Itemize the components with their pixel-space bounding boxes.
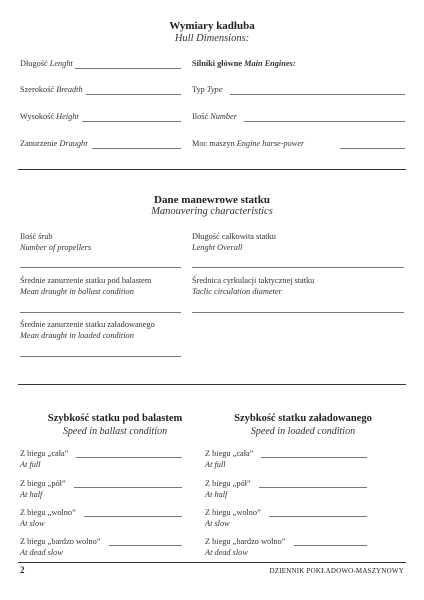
loaded-full-field[interactable]	[261, 457, 367, 458]
length-field[interactable]	[75, 68, 181, 69]
circulation-label-en: Taclic circulation diameter	[192, 287, 282, 296]
ballast-half-field[interactable]	[74, 487, 182, 488]
hull-dimensions-subtitle: Hull Dimensions:	[174, 33, 250, 44]
ballast-full-field[interactable]	[76, 457, 182, 458]
engine-power-label: Moc maszyn Engine harse-power	[192, 139, 305, 148]
ballast-full-label-en: At full	[20, 460, 41, 469]
draught-label: Zanurzenie Draught	[20, 139, 88, 148]
loaded-dead-slow-label-pl: Z biegu „bardzo wolno”	[205, 537, 286, 546]
hull-dimensions-title: Wymiary kadłuba	[169, 20, 255, 32]
propellers-label-en: Number of propellers	[20, 243, 92, 252]
circulation-label-pl: Średnica cyrkulacji taktycznej statku	[192, 276, 315, 285]
loaded-slow-field[interactable]	[269, 516, 367, 517]
height-field[interactable]	[82, 121, 181, 122]
loaded-draught-label-en: Mean draught in loaded condition	[20, 331, 134, 340]
footer-divider	[18, 562, 406, 563]
manouvering-title: Dane manewrowe statku	[154, 194, 270, 206]
type-label: Typ Type	[192, 85, 223, 94]
ballast-half-label-pl: Z biegu „pół”	[20, 479, 66, 488]
length-label: Długość Lenght	[20, 59, 73, 68]
loaded-slow-label-en: At slow	[205, 519, 230, 528]
section-divider	[18, 169, 406, 170]
ballast-speed-subtitle: Speed in ballast condition	[62, 426, 168, 437]
propellers-field[interactable]	[20, 267, 181, 268]
ballast-speed-title: Szybkość statku pod balastem	[47, 413, 183, 424]
loaded-dead-slow-field[interactable]	[294, 545, 367, 546]
type-field[interactable]	[230, 94, 405, 95]
ballast-dead-slow-label-en: At dead slow	[20, 548, 63, 557]
draught-field[interactable]	[92, 148, 181, 149]
journal-title: DZIENNIK POKŁADOWO-MASZYNOWY	[269, 567, 404, 575]
ballast-slow-label-en: At slow	[20, 519, 45, 528]
loaded-dead-slow-label-en: At dead slow	[205, 548, 248, 557]
length-overall-label-en: Lenght Overall	[192, 243, 243, 252]
loaded-half-field[interactable]	[259, 487, 367, 488]
circulation-field[interactable]	[192, 312, 404, 313]
loaded-full-label-pl: Z biegu „cała”	[205, 449, 254, 458]
loaded-draught-label-pl: Średnie zanurzenie statku załadowanego	[20, 320, 155, 329]
ballast-full-label-pl: Z biegu „cała”	[20, 449, 69, 458]
number-label: Ilość Number	[192, 112, 237, 121]
page-number: 2	[20, 565, 25, 575]
manouvering-subtitle: Manouvering characteristics	[151, 206, 273, 217]
ballast-half-label-en: At half	[20, 490, 43, 499]
loaded-speed-subtitle: Speed in loaded condition	[250, 426, 356, 437]
length-overall-field[interactable]	[192, 267, 404, 268]
ballast-slow-label-pl: Z biegu „wolno”	[20, 508, 76, 517]
section-divider	[18, 384, 406, 385]
ballast-dead-slow-field[interactable]	[109, 545, 182, 546]
ballast-draught-field[interactable]	[20, 312, 181, 313]
loaded-speed-title: Szybkość statku załadowanego	[234, 413, 372, 424]
length-overall-label-pl: Długość całkowita statku	[192, 232, 276, 241]
loaded-half-label-pl: Z biegu „pół”	[205, 479, 251, 488]
ballast-slow-field[interactable]	[84, 516, 182, 517]
ballast-dead-slow-label-pl: Z biegu „bardzo wolno”	[20, 537, 101, 546]
ballast-draught-label-en: Mean draught in ballast condition	[20, 287, 134, 296]
breadth-label: Szerokość Breadth	[20, 85, 83, 94]
breadth-field[interactable]	[86, 94, 181, 95]
ballast-draught-label-pl: Średnie zanurzenie statku pod balastem	[20, 276, 152, 285]
engine-power-field[interactable]	[340, 148, 405, 149]
loaded-slow-label-pl: Z biegu „wolno”	[205, 508, 261, 517]
loaded-full-label-en: At full	[205, 460, 226, 469]
loaded-draught-field[interactable]	[20, 356, 181, 357]
number-field[interactable]	[244, 121, 405, 122]
propellers-label-pl: Ilość śrub	[20, 232, 53, 241]
main-engines-label: Silniki główne Main Engines:	[192, 59, 296, 68]
height-label: Wysokość Height	[20, 112, 79, 121]
loaded-half-label-en: At half	[205, 490, 228, 499]
